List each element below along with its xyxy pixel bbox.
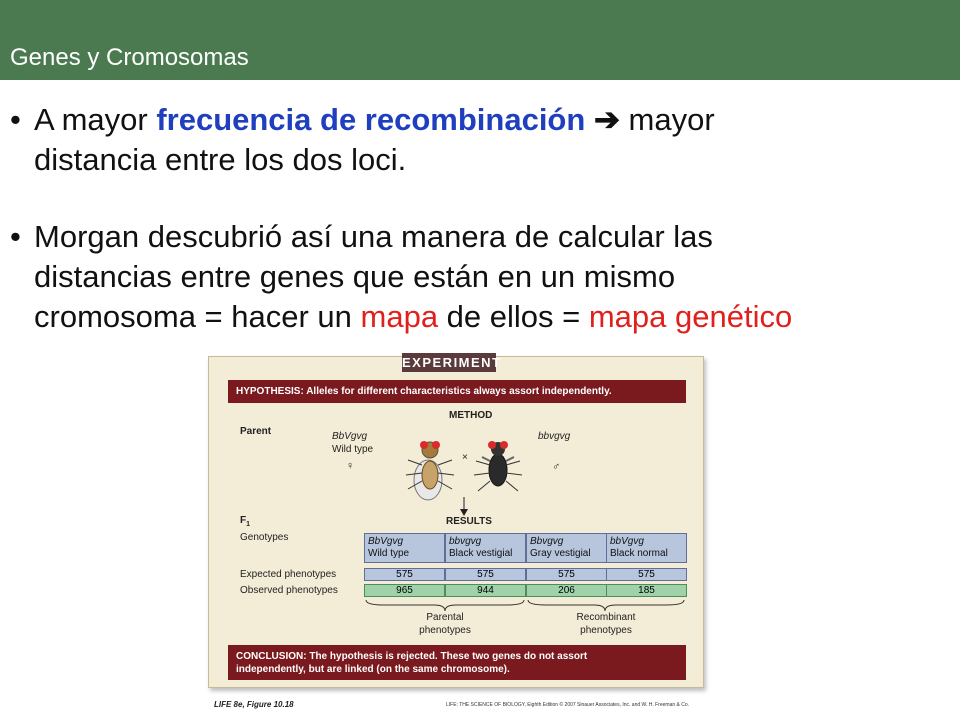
expected-value: 575 — [526, 568, 607, 581]
experiment-label: EXPERIMENT — [402, 355, 502, 370]
flies-illustration — [400, 425, 530, 505]
figure-copyright: LIFE: THE SCIENCE OF BIOLOGY, Eighth Edition © 2007 Sinauer Associates, Inc. and W. H. Freeman & Co. — [446, 702, 690, 708]
f1-label — [240, 515, 250, 528]
expected-value: 575 — [606, 568, 687, 581]
phenotype: Black normal — [610, 548, 668, 559]
bullet-2-line-1: Morgan descubrió así una manera de calcular las — [34, 219, 713, 254]
results-label: RESULTS — [446, 516, 492, 527]
bullet-1-text — [34, 100, 960, 180]
bullet-1-line-2: distancia entre los dos loci. — [34, 142, 407, 177]
bullet-2-text — [34, 217, 960, 337]
parental-label-1: Parental — [426, 612, 464, 623]
conclusion-text-2: independently, but are linked (on the same chromosome). — [236, 664, 510, 675]
genotype: bbVgvg — [610, 536, 644, 547]
female-icon: ♀ — [346, 460, 355, 472]
hypothesis-text: Alleles for different characteristics always assort independently. — [303, 386, 612, 397]
genotype: BbVgvg — [368, 536, 404, 547]
expected-value: 575 — [364, 568, 445, 581]
phenotype: Black vestigial — [449, 548, 513, 559]
observed-value: 206 — [526, 584, 607, 597]
conclusion-label: CONCLUSION: — [236, 651, 307, 662]
hypothesis-box — [228, 380, 686, 403]
female-type: Wild type — [332, 444, 374, 455]
recombinant-label-2: phenotypes — [580, 625, 632, 636]
bullet-1-suffix: mayor — [619, 102, 715, 137]
genotype-cell — [364, 533, 445, 563]
female-genotype: BbVgvg — [332, 431, 368, 442]
bullet-dot: • — [10, 102, 21, 137]
expected-phenotypes-label: Expected phenotypes — [240, 569, 337, 580]
genotypes-label: Genotypes — [240, 532, 289, 543]
phenotype: Wild type — [368, 548, 410, 559]
cross-icon: × — [462, 452, 468, 463]
genotype: Bbvgvg — [530, 536, 564, 547]
slide-section-title: Genes y Cromosomas — [10, 44, 249, 71]
male-icon: ♂ — [552, 461, 561, 473]
bullet-dot: • — [10, 219, 21, 254]
black-vestigial-fly-icon — [474, 441, 522, 491]
observed-value: 965 — [364, 584, 445, 597]
recombination-frequency-term: frecuencia de recombinación — [156, 102, 586, 137]
arrow-icon: ➔ — [593, 102, 620, 137]
parental-label-2: phenotypes — [419, 625, 471, 636]
genotype-cell — [445, 533, 526, 563]
conclusion-box — [228, 645, 686, 680]
bullet-2-line-3a: cromosoma = hacer un — [34, 299, 361, 334]
genotype-cell — [606, 533, 687, 563]
mapa-genetico-term: mapa genético — [588, 299, 793, 334]
figure-caption: LIFE 8e, Figure 10.18 — [214, 700, 294, 709]
bullet-2-line-2: distancias entre genes que están en un mismo — [34, 259, 676, 294]
phenotype: Gray vestigial — [530, 548, 591, 559]
hypothesis-label: HYPOTHESIS: — [236, 386, 304, 397]
bullet-2-line-3b: de ellos = — [438, 299, 589, 334]
male-genotype: bbvgvg — [538, 431, 571, 442]
phenotype-braces — [364, 599, 688, 613]
genotype: bbvgvg — [449, 536, 482, 547]
observed-phenotypes-label: Observed phenotypes — [240, 585, 338, 596]
conclusion-text-1: The hypothesis is rejected. These two genes do not assort — [306, 651, 588, 662]
parent-label: Parent — [240, 426, 272, 437]
expected-value: 575 — [445, 568, 526, 581]
wild-type-fly-icon — [406, 441, 454, 500]
observed-value: 944 — [445, 584, 526, 597]
mapa-term: mapa — [360, 299, 439, 334]
f1-subscript: 1 — [246, 521, 251, 528]
method-label: METHOD — [449, 410, 493, 421]
recombinant-label-1: Recombinant — [576, 612, 636, 623]
bullet-1-prefix: A mayor — [34, 102, 157, 137]
f1-letter: F — [240, 515, 247, 526]
genotype-cell — [526, 533, 607, 563]
observed-value: 185 — [606, 584, 687, 597]
header-bar — [0, 0, 960, 80]
down-arrow-icon — [459, 497, 469, 517]
